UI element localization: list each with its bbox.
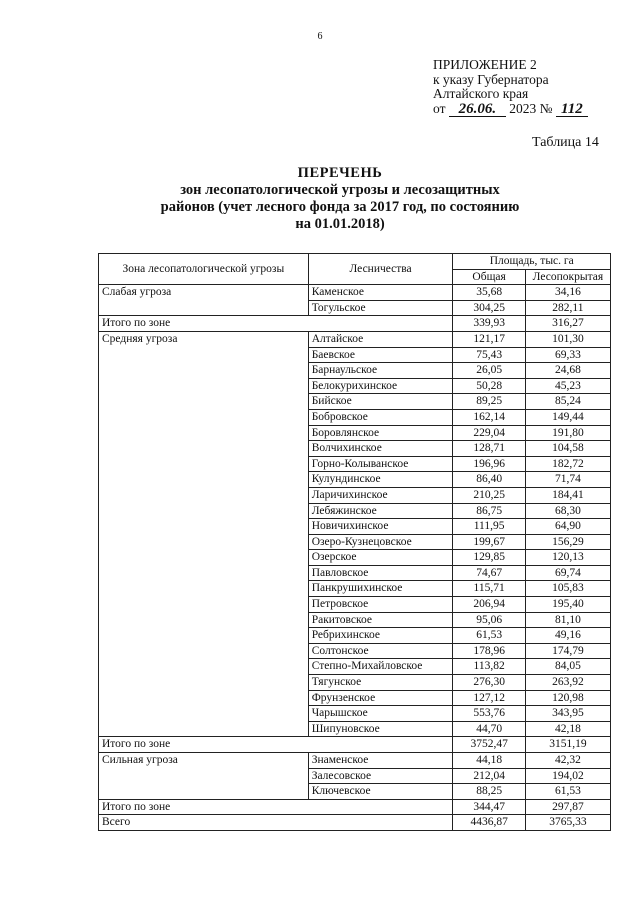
total-area-cell: 113,82: [453, 659, 525, 675]
forestry-cell: Озеро-Кузнецовское: [308, 534, 453, 550]
decree-number: 112: [556, 103, 588, 117]
table-row: [99, 659, 611, 675]
total-area-cell: 3752,47: [453, 737, 525, 753]
forestry-cell: Тягунское: [308, 675, 453, 691]
table-row: [99, 550, 611, 566]
zone-cell: [99, 690, 309, 706]
forested-area-cell: 84,05: [525, 659, 610, 675]
total-area-cell: 199,67: [453, 534, 525, 550]
table-row: [99, 285, 611, 301]
forested-area-cell: 101,30: [525, 331, 610, 347]
total-area-cell: 44,70: [453, 721, 525, 737]
page-number: 6: [317, 31, 323, 42]
table-row: [99, 331, 611, 347]
subtotal-label: Итого по зоне: [99, 316, 453, 332]
zone-cell: [99, 394, 309, 410]
forested-area-cell: 69,74: [525, 565, 610, 581]
table-row: [99, 628, 611, 644]
forestry-cell: Бийское: [308, 394, 453, 410]
zone-cell: Слабая угроза: [99, 285, 309, 301]
zone-cell: [99, 472, 309, 488]
table-row: [99, 534, 611, 550]
total-area-cell: 162,14: [453, 409, 525, 425]
zone-cell: [99, 425, 309, 441]
forested-area-cell: 194,02: [525, 768, 610, 784]
forested-area-cell: 42,18: [525, 721, 610, 737]
appendix-decree: к указу Губернатора: [433, 71, 549, 87]
forested-area-cell: 174,79: [525, 643, 610, 659]
header-area: Площадь, тыс. га: [453, 254, 611, 270]
total-area-cell: 206,94: [453, 597, 525, 613]
appendix-block: [433, 58, 588, 117]
forested-area-cell: 156,29: [525, 534, 610, 550]
zones-table: [98, 253, 611, 831]
title-line-3: районов (учет лесного фонда за 2017 год, по состоянию: [160, 199, 520, 215]
zone-cell: [99, 487, 309, 503]
table-row: [99, 690, 611, 706]
zone-cell: [99, 659, 309, 675]
subtotal-row: [99, 799, 611, 815]
title-line-2: зон лесопатологической угрозы и лесозащитных: [180, 182, 500, 198]
table-row: [99, 300, 611, 316]
total-area-cell: 229,04: [453, 425, 525, 441]
forestry-cell: Степно-Михайловское: [308, 659, 453, 675]
forested-area-cell: 42,32: [525, 753, 610, 769]
forestry-cell: Чарышское: [308, 706, 453, 722]
table-row: [99, 753, 611, 769]
zone-cell: [99, 581, 309, 597]
zone-cell: [99, 347, 309, 363]
forested-area-cell: 184,41: [525, 487, 610, 503]
zone-cell: Сильная угроза: [99, 753, 309, 769]
zone-cell: [99, 519, 309, 535]
zone-cell: [99, 643, 309, 659]
subtotal-row: [99, 316, 611, 332]
table-row: [99, 472, 611, 488]
total-area-cell: 61,53: [453, 628, 525, 644]
zone-cell: Средняя угроза: [99, 331, 309, 347]
total-area-cell: 50,28: [453, 378, 525, 394]
title-line-4: на 01.01.2018): [295, 216, 385, 232]
forestry-cell: Барнаульское: [308, 363, 453, 379]
zone-cell: [99, 534, 309, 550]
zone-cell: [99, 441, 309, 457]
forested-area-cell: 45,23: [525, 378, 610, 394]
forestry-cell: Панкрушихинское: [308, 581, 453, 597]
forested-area-cell: 64,90: [525, 519, 610, 535]
table-row: [99, 597, 611, 613]
forested-area-cell: 149,44: [525, 409, 610, 425]
total-area-cell: 86,40: [453, 472, 525, 488]
table-row: [99, 519, 611, 535]
subtotal-row: [99, 737, 611, 753]
forested-area-cell: 282,11: [525, 300, 610, 316]
appendix-date-line: [433, 102, 588, 117]
forested-area-cell: 343,95: [525, 706, 610, 722]
forestry-cell: Солтонское: [308, 643, 453, 659]
forestry-cell: Волчихинское: [308, 441, 453, 457]
table-row: [99, 409, 611, 425]
table-row: [99, 394, 611, 410]
zone-cell: [99, 378, 309, 394]
header-forestry: Лесничества: [308, 254, 453, 285]
total-area-cell: 276,30: [453, 675, 525, 691]
forested-area-cell: 263,92: [525, 675, 610, 691]
forestry-cell: Ракитовское: [308, 612, 453, 628]
table-row: [99, 784, 611, 800]
forestry-cell: Каменское: [308, 285, 453, 301]
forestry-cell: Петровское: [308, 597, 453, 613]
forestry-cell: Ларичихинское: [308, 487, 453, 503]
forested-area-cell: 69,33: [525, 347, 610, 363]
zone-cell: [99, 768, 309, 784]
decree-date: 26.06.: [449, 103, 506, 117]
forestry-cell: Горно-Колыванское: [308, 456, 453, 472]
forestry-cell: Ребрихинское: [308, 628, 453, 644]
table-row: [99, 643, 611, 659]
header-zone: Зона лесопатологической угрозы: [99, 254, 309, 285]
total-area-cell: 210,25: [453, 487, 525, 503]
appendix-region: Алтайского края: [433, 86, 529, 101]
total-area-cell: 88,25: [453, 784, 525, 800]
forestry-cell: Баевское: [308, 347, 453, 363]
forested-area-cell: 3765,33: [525, 815, 610, 831]
forested-area-cell: 34,16: [525, 285, 610, 301]
forested-area-cell: 195,40: [525, 597, 610, 613]
document-title: [130, 165, 550, 233]
forested-area-cell: 68,30: [525, 503, 610, 519]
table-row: [99, 347, 611, 363]
total-area-cell: 212,04: [453, 768, 525, 784]
zone-cell: [99, 565, 309, 581]
total-area-cell: 44,18: [453, 753, 525, 769]
table-row: [99, 612, 611, 628]
total-area-cell: 4436,87: [453, 815, 525, 831]
table-row: [99, 721, 611, 737]
total-area-cell: 344,47: [453, 799, 525, 815]
total-area-cell: 26,05: [453, 363, 525, 379]
total-area-cell: 74,67: [453, 565, 525, 581]
forested-area-cell: 24,68: [525, 363, 610, 379]
forestry-cell: Кулундинское: [308, 472, 453, 488]
title-line-1: ПЕРЕЧЕНЬ: [297, 165, 383, 181]
forested-area-cell: 120,98: [525, 690, 610, 706]
appendix-title: ПРИЛОЖЕНИЕ 2: [433, 57, 537, 72]
forested-area-cell: 3151,19: [525, 737, 610, 753]
forested-area-cell: 316,27: [525, 316, 610, 332]
header-total: Общая: [453, 269, 525, 285]
table-row: [99, 706, 611, 722]
decree-year: 2023: [509, 100, 537, 116]
subtotal-label: Всего: [99, 815, 453, 831]
forestry-cell: Знаменское: [308, 753, 453, 769]
forested-area-cell: 61,53: [525, 784, 610, 800]
table-row: [99, 565, 611, 581]
table-row: [99, 456, 611, 472]
table-row: [99, 675, 611, 691]
forested-area-cell: 81,10: [525, 612, 610, 628]
table-row: [99, 503, 611, 519]
total-area-cell: 115,71: [453, 581, 525, 597]
zone-cell: [99, 597, 309, 613]
table-body: [99, 285, 611, 831]
total-area-cell: 89,25: [453, 394, 525, 410]
subtotal-row: [99, 815, 611, 831]
zone-cell: [99, 363, 309, 379]
zone-cell: [99, 721, 309, 737]
total-area-cell: 95,06: [453, 612, 525, 628]
forestry-cell: Шипуновское: [308, 721, 453, 737]
total-area-cell: 129,85: [453, 550, 525, 566]
forested-area-cell: 85,24: [525, 394, 610, 410]
total-area-cell: 127,12: [453, 690, 525, 706]
table-row: [99, 441, 611, 457]
zone-cell: [99, 675, 309, 691]
table-header-row: [99, 254, 611, 270]
total-area-cell: 178,96: [453, 643, 525, 659]
total-area-cell: 128,71: [453, 441, 525, 457]
total-area-cell: 75,43: [453, 347, 525, 363]
zone-cell: [99, 503, 309, 519]
number-sign: №: [539, 100, 553, 116]
zone-cell: [99, 300, 309, 316]
zone-cell: [99, 628, 309, 644]
table-row: [99, 487, 611, 503]
forestry-cell: Залесовское: [308, 768, 453, 784]
forested-area-cell: 105,83: [525, 581, 610, 597]
forestry-cell: Белокурихинское: [308, 378, 453, 394]
forested-area-cell: 104,58: [525, 441, 610, 457]
total-area-cell: 111,95: [453, 519, 525, 535]
forestry-cell: Алтайское: [308, 331, 453, 347]
forested-area-cell: 120,13: [525, 550, 610, 566]
forestry-cell: Боровлянское: [308, 425, 453, 441]
zone-cell: [99, 550, 309, 566]
forestry-cell: Тогульское: [308, 300, 453, 316]
table-row: [99, 581, 611, 597]
subtotal-label: Итого по зоне: [99, 737, 453, 753]
table-row: [99, 425, 611, 441]
table-row: [99, 768, 611, 784]
forestry-cell: Фрунзенское: [308, 690, 453, 706]
zone-cell: [99, 612, 309, 628]
forested-area-cell: 71,74: [525, 472, 610, 488]
total-area-cell: 86,75: [453, 503, 525, 519]
forestry-cell: Лебяжинское: [308, 503, 453, 519]
table-row: [99, 363, 611, 379]
forestry-cell: Павловское: [308, 565, 453, 581]
total-area-cell: 35,68: [453, 285, 525, 301]
forested-area-cell: 191,80: [525, 425, 610, 441]
forestry-cell: Ключевское: [308, 784, 453, 800]
forestry-cell: Бобровское: [308, 409, 453, 425]
total-area-cell: 339,93: [453, 316, 525, 332]
zone-cell: [99, 409, 309, 425]
forestry-cell: Озерское: [308, 550, 453, 566]
header-forested: Лесопокрытая: [525, 269, 610, 285]
total-area-cell: 304,25: [453, 300, 525, 316]
table-row: [99, 378, 611, 394]
total-area-cell: 553,76: [453, 706, 525, 722]
forestry-cell: Новичихинское: [308, 519, 453, 535]
zone-cell: [99, 784, 309, 800]
zone-cell: [99, 456, 309, 472]
forested-area-cell: 182,72: [525, 456, 610, 472]
table-number: Таблица 14: [532, 135, 599, 150]
forested-area-cell: 297,87: [525, 799, 610, 815]
subtotal-label: Итого по зоне: [99, 799, 453, 815]
total-area-cell: 121,17: [453, 331, 525, 347]
forested-area-cell: 49,16: [525, 628, 610, 644]
date-prefix: от: [433, 100, 446, 116]
total-area-cell: 196,96: [453, 456, 525, 472]
zone-cell: [99, 706, 309, 722]
